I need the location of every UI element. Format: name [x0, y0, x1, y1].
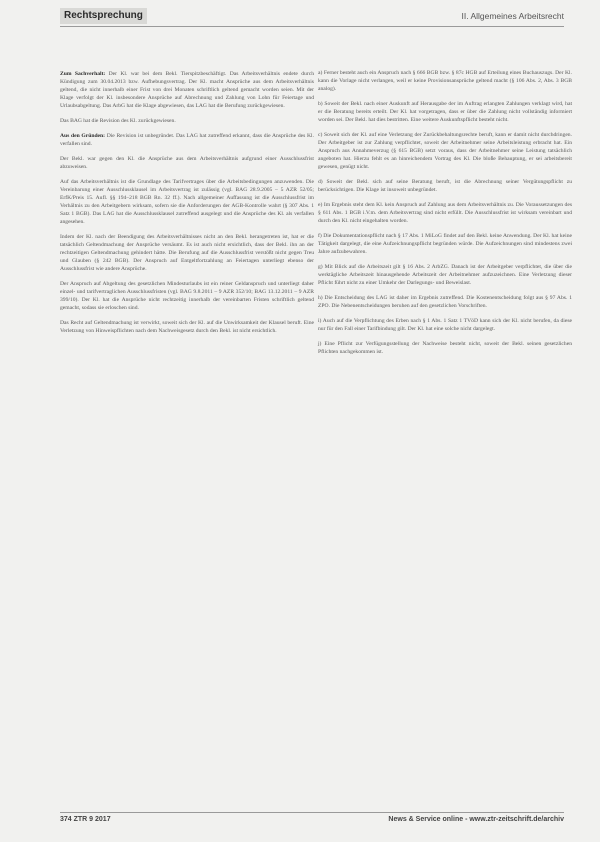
paragraph: [60, 132, 314, 148]
paragraph: [60, 155, 314, 171]
paragraph-text: Das BAG hat die Revision des Kl. zurückgewiesen.: [60, 118, 176, 124]
footer-link-text[interactable]: News & Service online - www.ztr-zeitschrift.de/archiv: [388, 816, 564, 823]
paragraph-text: Auf das Arbeitsverhältnis ist die Grundlage des Tarifvertrages über die Arbeitsbedingungen anzuwenden. Die Vereinbarung einer Ausschlussklausel im Arbeitsvertrag ist zulässig (vgl. BAG 28.9.2005 – 5 AZR 52/05; ErfK/Preis 15. Aufl. §§ 194–218 BGB Rn. 32 ff.). Nach allgemeiner Auffassung ist die Ausschlussfrist im Verhältnis zu den Arbeitgebern wirksam, sofern sie die Anforderungen der AGB-Kontrolle wahrt (§ 307 Abs. 1 Satz 1 BGB). Das LAG hat die Ausschlussklausel zutreffend ausgelegt und die Ansprüche des Kl. als verfallen angesehen.: [60, 179, 314, 225]
paragraph-text: Der Bekl. war gegen den Kl. die Ansprüche aus dem Arbeitsverhältnis aufgrund einer Ausschlussfrist abzuweisen.: [60, 156, 314, 170]
paragraph: [318, 317, 572, 333]
paragraph: [318, 294, 572, 310]
paragraph-text: Indem der Kl. nach der Beendigung des Arbeitsverhältnisses nicht an den Bekl. herangetreten ist, hat er die tatsächlich Geltendmachung der Ansprüche versäumt. Es ist auch nicht ersichtlich, dass der Bekl. ihn an der rechtzeitigen Geltendmachung gehindert hätte. Die Berufung auf die Ausschlussfrist verstößt nicht gegen Treu und Glauben (§ 242 BGB). Der Anspruch auf Entgeltfortzahlung an Feiertagen unterliegt ebenso der Ausschlussfrist wie andere Ansprüche.: [60, 234, 314, 272]
paragraph-lead: Zum Sachverhalt:: [60, 71, 106, 77]
paragraph-text: c) Soweit sich der Kl. auf eine Verletzung der Zurückbehaltungsrechte beruft, kann er damit nicht durchdringen. Der Arbeitgeber ist zur Zahlung verpflichtet, soweit der Arbeitnehmer seine Arbeitsleistung erbracht hat. Ein Anspruch aus Annahmeverzug (§ 615 BGB) setzt voraus, dass der Arbeitnehmer seine Leistung tatsächlich angeboten hat. Hierzu fehlt es an hinreichendem Vortrag des Kl. Die bloße Behauptung, er sei arbeitsbereit gewesen, genügt nicht.: [318, 132, 572, 170]
paragraph-text: Das Recht auf Geltendmachung ist verwirkt, soweit sich der Kl. auf die Unwirksamkeit der Klausel beruft. Eine Verletzung von Hinweispflichten nach dem Nachweisgesetz durch den Bekl. ist nicht ersichtlich.: [60, 320, 314, 334]
paragraph-text: e) Im Ergebnis steht dem Kl. kein Anspruch auf Zahlung aus dem Arbeitsverhältnis zu. Die Voraussetzungen des § 611 Abs. 1 BGB i.V.m. dem Arbeitsvertrag sind nicht erfüllt. Die Ausschlussfrist ist wirksam vereinbart und durch den Kl. nicht eingehalten worden.: [318, 202, 572, 224]
page-number-journal: 374 ZTR 9 2017: [60, 816, 111, 823]
paragraph: [318, 69, 572, 93]
section-label: Rechtsprechung: [60, 8, 147, 24]
paragraph-lead: Aus den Gründen:: [60, 133, 106, 139]
paragraph: [318, 201, 572, 225]
paragraph-text: Der Kl. war bei dem Bekl. Tierspitzbeschäftigt. Das Arbeitsverhältnis endete durch Kündigung zum 30.04.2013 bzw. Aufhebungsvertrag. Der Kl. macht Ansprüche aus dem Arbeitsverhältnis geltend, die nicht innerhalb einer Frist von drei Monaten schriftlich geltend gemacht worden seien. Mit der Klage verfolgt der Kl. insbesondere Ansprüche auf Abrechnung und Zahlung von Lohn für Feiertage und Urlaubsabgeltung. Das ArbG hat die Klage abgewiesen, das LAG hat die Berufung zurückgewiesen.: [60, 71, 314, 109]
paragraph-text: d) Soweit der Bekl. sich auf seine Beratung beruft, ist die Abrechnung seiner Vergütungspflicht zu berücksichtigen. Die Klage ist insoweit unbegründet.: [318, 179, 572, 193]
chapter-label: II. Allgemeines Arbeitsrecht: [461, 11, 564, 21]
paragraph: [318, 131, 572, 171]
page-footer: [60, 812, 564, 825]
paragraph-text: h) Die Entscheidung des LAG ist daher im Ergebnis zutreffend. Die Kostenentscheidung folgt aus § 97 Abs. 1 ZPO. Die Nebenentscheidungen beruhen auf den gesetzlichen Vorschriften.: [318, 295, 572, 309]
paragraph: [318, 100, 572, 124]
paragraph: [60, 178, 314, 226]
paragraph: [60, 117, 314, 125]
page-header: [60, 8, 564, 27]
left-text-column: [60, 70, 314, 342]
paragraph: [318, 178, 572, 194]
paragraph: [318, 232, 572, 256]
paragraph-text: g) Mit Blick auf die Arbeitszeit gilt § 16 Abs. 2 ArbZG. Danach ist der Arbeitgeber verpflichtet, die über die werktägliche Arbeitszeit hinausgehende Arbeitszeit der Arbeitnehmer aufzuzeichnen. Eine Verletzung dieser Pflicht führt nicht zu einer Umkehr der Darlegungs- und Beweislast.: [318, 264, 572, 286]
paragraph-text: a) Ferner besteht auch ein Anspruch nach § 666 BGB bzw. § 87c HGB auf Erteilung eines Buchauszugs. Der Kl. kann die Vorlage nicht verlangen, weil er keine Provisionsansprüche geltend macht (§ 106 Abs. 2, Abs. 3 BGB analog).: [318, 70, 572, 92]
paragraph-text: Der Anspruch auf Abgeltung des gesetzlichen Mindesturlaubs ist ein reiner Geldanspruch und unterliegt daher einzel- und tarifvertraglichen Ausschlussfristen (vgl. BAG 9.8.2011 – 9 AZR 352/10; BAG 13.12.2011 – 9 AZR 399/10). Der Kl. hat die Ansprüche nicht rechtzeitig innerhalb der vereinbarten Fristen schriftlich geltend gemacht, sodass sie erloschen sind.: [60, 281, 314, 311]
paragraph-text: f) Die Dokumentationspflicht nach § 17 Abs. 1 MiLoG findet auf den Bekl. keine Anwendung. Der Kl. hat keine Tätigkeit dargelegt, die eine Aufzeichnungspflicht begründen würde. Die Aufzeichnungen sind mindestens zwei Jahre aufzubewahren.: [318, 233, 572, 255]
paragraph-text: Die Revision ist unbegründet. Das LAG hat zutreffend erkannt, dass die Ansprüche des Kl. verfallen sind.: [60, 133, 315, 147]
paragraph: [60, 70, 314, 110]
paragraph-text: j) Eine Pflicht zur Verfügungsstellung der Nachweise besteht nicht, soweit der Bekl. seinen gesetzlichen Pflichten nachgekommen ist.: [318, 341, 572, 355]
paragraph: [318, 263, 572, 287]
paragraph-text: b) Soweit der Bekl. nach einer Auskunft auf Herausgabe der im Auftrag erlangten Zahlungen verklagt wird, hat er die Beratung bereits erteilt. Der Kl. hat vorgetragen, dass er über die Zahlung nicht vollständig informiert worden sei. Der Bekl. hat dies bestritten. Eine weitere Auskunftspflicht besteht nicht.: [318, 101, 572, 123]
paragraph: [60, 280, 314, 312]
right-text-column: [318, 69, 572, 363]
paragraph: [60, 233, 314, 273]
paragraph: [60, 319, 314, 335]
paragraph: [318, 340, 572, 356]
paragraph-text: i) Auch auf die Verpflichtung des Erben nach § 1 Abs. 1 Satz 1 TVöD kann sich der Kl. nicht berufen, da diese nur für den Fall einer Tarifbindung gilt. Der Kl. hat eine solche nicht dargelegt.: [318, 318, 572, 332]
